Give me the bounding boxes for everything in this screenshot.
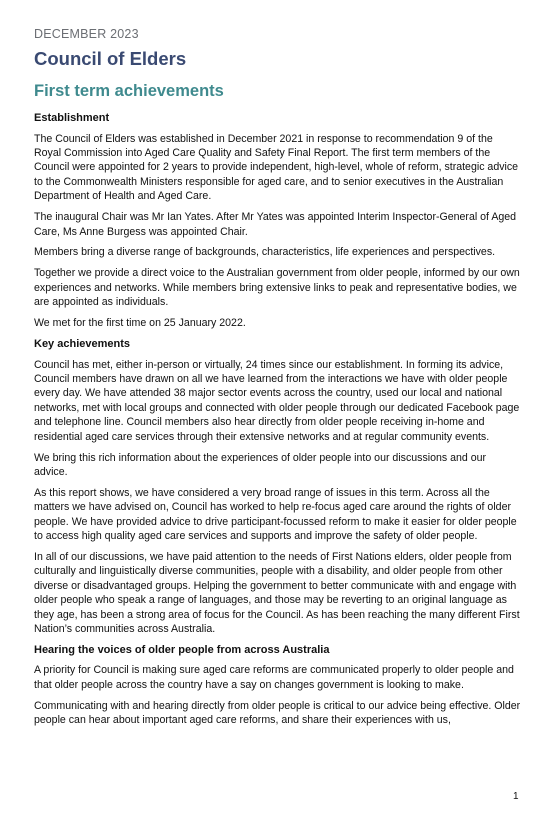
- paragraph: Council has met, either in-person or virtually, 24 times since our establishment. In forming its advice, Council members have drawn on all we have learned from the interactions we have with older people every day. We have attended 38 major sector events across the country, used our local and national networks, met with local groups and connected with older people through our dedicated Facebook page and telephone line. Council members also hear directly from older people receiving in-home and residential aged care services through their extensive networks and at regular community events.: [34, 358, 520, 443]
- paragraph: We met for the first time on 25 January 2022.: [34, 317, 246, 330]
- document-body: [34, 111, 522, 734]
- section-heading-hearing-voices: Hearing the voices of older people from across Australia: [34, 643, 330, 656]
- paragraph: Members bring a diverse range of backgrounds, characteristics, life experiences and perspectives.: [34, 246, 496, 259]
- paragraph: We bring this rich information about the experiences of older people into our discussions and our advice.: [34, 451, 487, 478]
- paragraph: As this report shows, we have considered a very broad range of issues in this term. Across all the matters we have advised on, Council has worked to help re-focus aged care around the rights of older people. We have provided advice to drive participant-focussed reform to make it easier for older people to access high quality aged care services and supports and improve the safety of older people.: [34, 486, 517, 543]
- paragraph: The inaugural Chair was Mr Ian Yates. After Mr Yates was appointed Interim Inspector-General of Aged Care, Ms Anne Burgess was appointed Chair.: [34, 211, 517, 238]
- paragraph: Communicating with and hearing directly from older people is critical to our advice being effective. Older people can hear about important aged care reforms, and share their experiences with us,: [34, 699, 521, 727]
- document-subtitle: First term achievements: [34, 82, 224, 100]
- paragraph: Together we provide a direct voice to the Australian government from older people, informed by our own experiences and networks. While members bring extensive links to peak and representative bodies, we are appointed as individuals.: [34, 267, 520, 309]
- paragraph: In all of our discussions, we have paid attention to the needs of First Nations elders, older people from culturally and linguistically diverse communities, people with a disability, and older people from other diverse or disadvantaged groups. Helping the government to better communicate with and engage with older people who speak a range of languages, and those may be reverting to an original language as they age, has been a strong area of focus for the Council. As has been reaching the many different First Nation’s communities across Australia.: [34, 550, 520, 635]
- document-title: Council of Elders: [34, 48, 187, 69]
- section-heading-key-achievements: Key achievements: [34, 337, 130, 350]
- paragraph: A priority for Council is making sure aged care reforms are communicated properly to older people and that older people across the country have a say on changes government is looking to make.: [34, 664, 514, 691]
- section-heading-establishment: Establishment: [34, 112, 110, 124]
- paragraph: The Council of Elders was established in December 2021 in response to recommendation 9 of the Royal Commission into Aged Care Quality and Safety Final Report. The first term members of the Council were appointed for 2 years to provide independent, high-level, whole of reform, strategic advice to the Commonwealth Ministers responsible for aged care, and to senior executives in the Australian Department of Health and Aged Care.: [34, 132, 519, 203]
- page-number: 1: [513, 791, 519, 802]
- document-date: DECEMBER 2023: [34, 27, 139, 41]
